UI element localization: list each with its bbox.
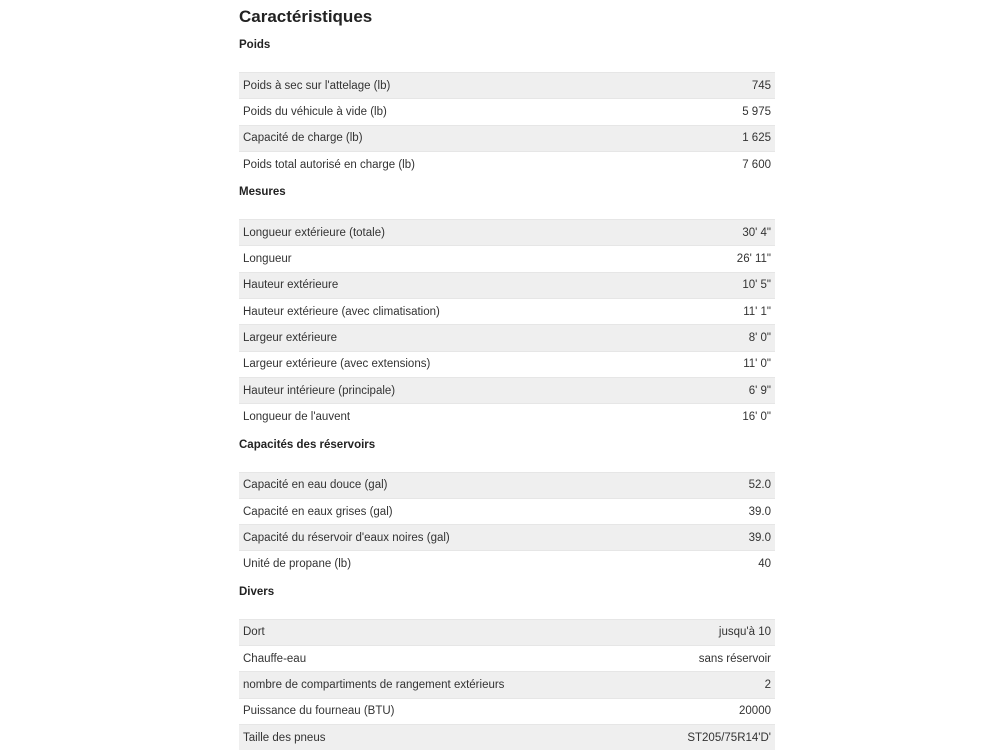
row-value: 2 <box>764 678 771 691</box>
row-value: 52.0 <box>748 479 771 492</box>
row-value: ST205/75R14'D' <box>687 731 771 744</box>
row-value: 26' 11" <box>736 253 771 266</box>
table-row <box>239 472 775 498</box>
table-row <box>239 151 775 177</box>
row-label: Hauteur intérieure (principale) <box>243 384 396 397</box>
row-label: Largeur extérieure <box>243 332 337 345</box>
row-value: 11' 0" <box>743 358 771 371</box>
row-label: nombre de compartiments de rangement extérieurs <box>243 678 505 691</box>
row-label: Poids à sec sur l'attelage (lb) <box>243 79 391 92</box>
page-title: Caractéristiques <box>239 7 373 26</box>
section-title-reservoirs: Capacités des réservoirs <box>239 438 376 451</box>
row-value: 16' 0" <box>742 410 771 423</box>
section-title-divers: Divers <box>239 585 275 598</box>
row-value: jusqu'à 10 <box>718 626 771 639</box>
row-value: 39.0 <box>748 505 771 518</box>
table-row <box>239 245 775 271</box>
spec-table-mesures <box>239 219 775 429</box>
row-label: Hauteur extérieure (avec climatisation) <box>243 305 440 318</box>
row-label: Capacité en eau douce (gal) <box>243 479 388 492</box>
row-label: Puissance du fourneau (BTU) <box>243 705 395 718</box>
table-row <box>239 403 775 429</box>
row-value: 20000 <box>739 705 771 718</box>
row-label: Poids total autorisé en charge (lb) <box>243 158 415 171</box>
specifications-panel <box>239 0 775 750</box>
row-label: Longueur de l'auvent <box>243 410 351 423</box>
table-row <box>239 724 775 750</box>
row-value: 7 600 <box>742 158 771 171</box>
row-value: 1 625 <box>742 132 771 145</box>
row-label: Unité de propane (lb) <box>243 558 352 571</box>
row-label: Capacité de charge (lb) <box>243 132 363 145</box>
row-label: Longueur <box>243 253 292 266</box>
spec-table-reservoirs <box>239 472 775 577</box>
row-label: Dort <box>243 626 265 639</box>
section-title-mesures: Mesures <box>239 186 286 199</box>
row-label: Taille des pneus <box>243 731 326 744</box>
table-row <box>239 351 775 377</box>
row-value: 6' 9" <box>748 384 771 397</box>
table-row <box>239 98 775 124</box>
row-value: 10' 5" <box>742 279 771 292</box>
table-row <box>239 324 775 350</box>
row-value: 39.0 <box>748 531 771 544</box>
spec-table-divers <box>239 619 775 750</box>
table-row <box>239 550 775 576</box>
table-row <box>239 298 775 324</box>
table-row <box>239 671 775 697</box>
table-row <box>239 698 775 724</box>
row-label: Capacité en eaux grises (gal) <box>243 505 393 518</box>
table-row <box>239 524 775 550</box>
table-row <box>239 72 775 98</box>
row-label: Capacité du réservoir d'eaux noires (gal) <box>243 531 450 544</box>
row-label: Longueur extérieure (totale) <box>243 226 385 239</box>
row-value: 8' 0" <box>748 332 771 345</box>
section-title-poids: Poids <box>239 39 271 51</box>
table-row <box>239 125 775 151</box>
row-value: 5 975 <box>742 105 771 118</box>
row-value: 745 <box>751 79 771 92</box>
table-row <box>239 645 775 671</box>
row-label: Chauffe-eau <box>243 652 307 665</box>
row-label: Poids du véhicule à vide (lb) <box>243 105 387 118</box>
table-row <box>239 377 775 403</box>
row-value: 40 <box>758 558 771 571</box>
table-row <box>239 272 775 298</box>
row-value: sans réservoir <box>698 652 771 665</box>
table-row <box>239 619 775 645</box>
row-label: Hauteur extérieure <box>243 279 339 292</box>
table-row <box>239 498 775 524</box>
table-row <box>239 219 775 245</box>
row-value: 30' 4" <box>742 226 771 239</box>
row-label: Largeur extérieure (avec extensions) <box>243 358 431 371</box>
spec-table-poids <box>239 72 775 177</box>
row-value: 11' 1" <box>743 305 771 318</box>
